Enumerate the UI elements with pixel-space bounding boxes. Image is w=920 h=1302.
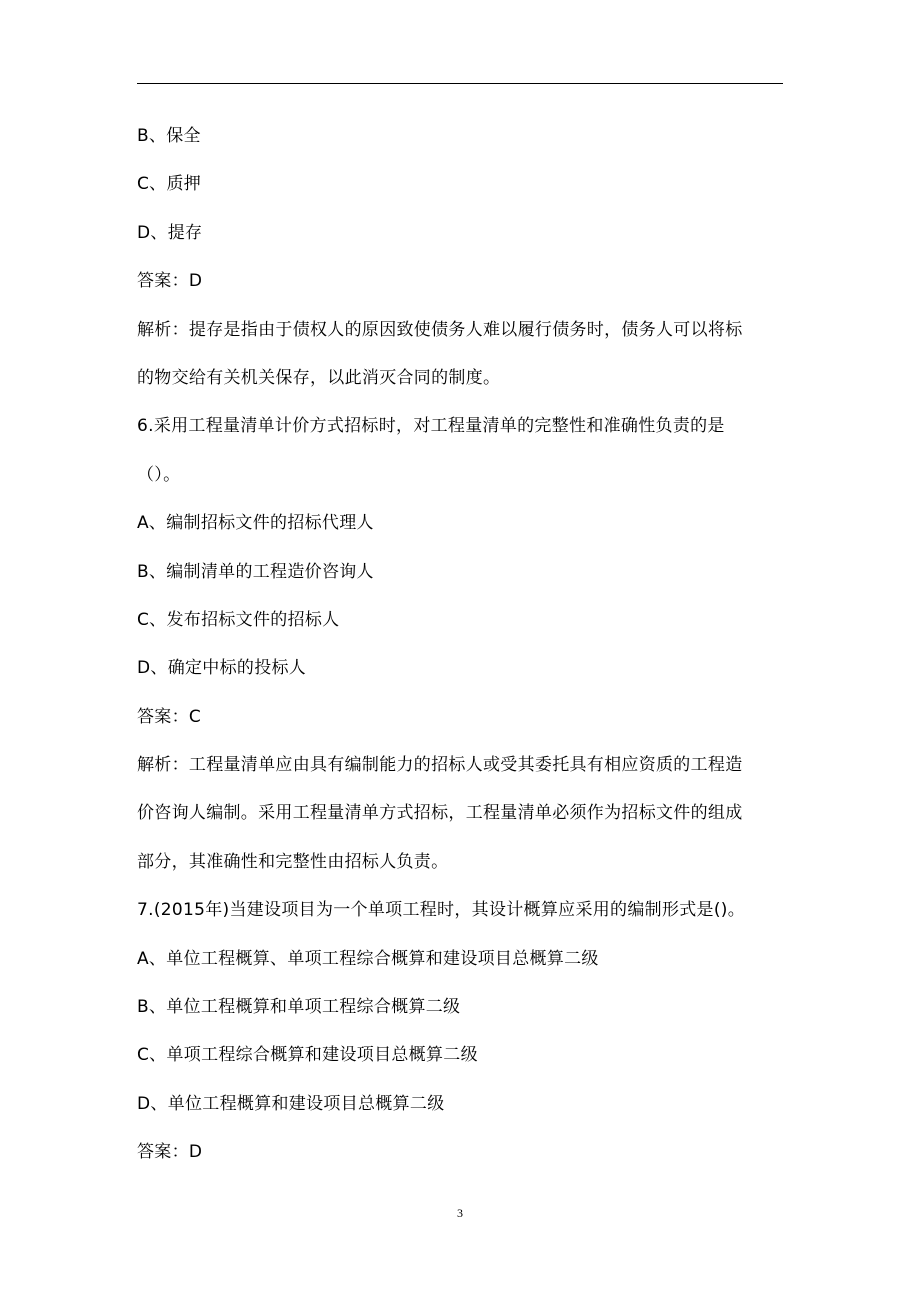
q6-option-c: C、发布招标文件的招标人: [137, 609, 340, 630]
q6-option-a: A、编制招标文件的招标代理人: [137, 513, 374, 534]
question-6-line-1: 6.采用工程量清单计价方式招标时，对工程量清单的完整性和准确性负责的是: [137, 416, 725, 437]
q7-option-a: A、单位工程概算、单项工程综合概算和建设项目总概算二级: [137, 948, 599, 969]
document-body: [137, 118, 797, 1183]
option-c-zhiya: C、质押: [137, 174, 202, 195]
header-rule: [137, 83, 783, 84]
option-b-baoquan: B、保全: [137, 126, 201, 146]
explanation-q6-line-3: 部分，其准确性和完整性由招标人负责。: [137, 851, 449, 872]
q6-option-d: D、确定中标的投标人: [137, 658, 307, 679]
q7-option-d: D、单位工程概算和建设项目总概算二级: [137, 1093, 445, 1114]
explanation-q6-line-2: 价咨询人编制。采用工程量清单方式招标，工程量清单必须作为招标文件的组成: [137, 803, 743, 824]
answer-q5: 答案：D: [137, 271, 203, 292]
q7-option-b: B、单位工程概算和单项工程综合概算二级: [137, 997, 461, 1018]
q7-option-c: C、单项工程综合概算和建设项目总概算二级: [137, 1045, 478, 1066]
q6-option-b: B、编制清单的工程造价咨询人: [137, 561, 374, 582]
answer-q6: 答案：C: [137, 706, 202, 727]
answer-q7: 答案：D: [137, 1142, 203, 1163]
page-number: 3: [457, 1206, 463, 1220]
question-6-line-2: （）。: [137, 464, 181, 485]
explanation-q5-line-2: 的物交给有关机关保存，以此消灭合同的制度。: [137, 367, 501, 388]
question-7: 7.(2015年)当建设项目为一个单项工程时，其设计概算应采用的编制形式是()。: [137, 900, 746, 921]
explanation-q5-line-1: 解析：提存是指由于债权人的原因致使债务人难以履行债务时，债务人可以将标: [137, 319, 743, 340]
option-d-ticun: D、提存: [137, 222, 203, 243]
explanation-q6-line-1: 解析：工程量清单应由具有编制能力的招标人或受其委托具有相应资质的工程造: [137, 755, 743, 776]
